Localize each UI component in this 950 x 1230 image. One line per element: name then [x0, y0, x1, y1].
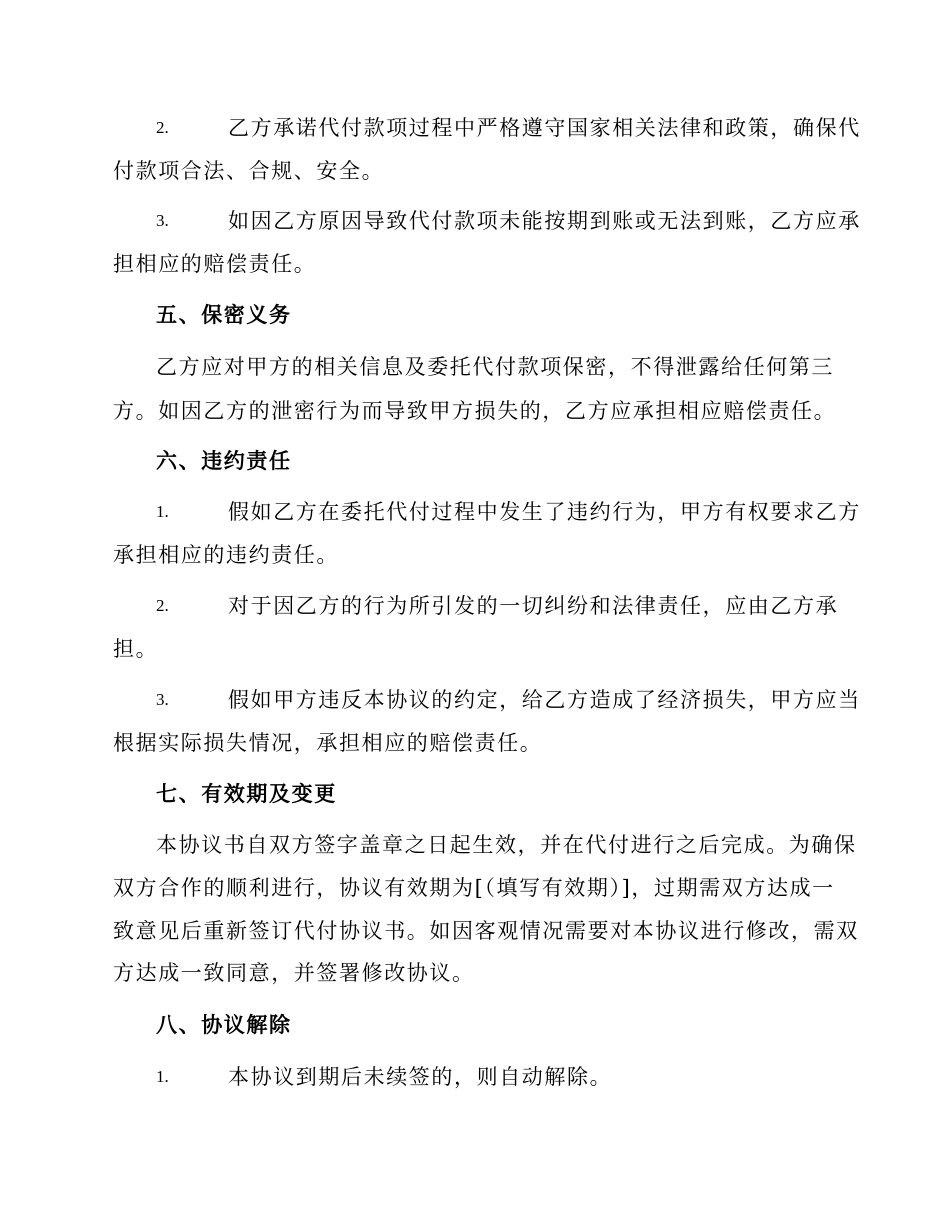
list-item-text: 乙方承诺代付款项过程中严格遵守国家相关法律和政策，确保代 [228, 116, 861, 140]
list-item-number: 1. [156, 1067, 169, 1086]
list-item-text: 本协议到期后未续签的，则自动解除。 [228, 1065, 613, 1089]
paragraph-line: 致意见后重新签订代付协议书。如因客观情况需要对本协议进行修改，需双 [113, 919, 859, 943]
paragraph-line: 乙方应对甲方的相关信息及委托代付款项保密，不得泄露给任何第三 [156, 355, 834, 379]
list-item-text-continuation: 承担相应的违约责任。 [113, 543, 339, 567]
section-heading: 七、有效期及变更 [156, 781, 337, 806]
list-item-text-continuation: 根据实际损失情况，承担相应的赔偿责任。 [113, 731, 543, 755]
list-item-text: 假如甲方违反本协议的约定，给乙方造成了经济损失，甲方应当 [228, 688, 861, 712]
list-item-number: 2. [156, 596, 169, 615]
list-item-text-continuation: 付款项合法、合规、安全。 [113, 159, 385, 183]
list-item-number: 2. [156, 118, 169, 137]
section-heading: 八、协议解除 [156, 1012, 292, 1037]
paragraph-line: 本协议书自双方签字盖章之日起生效，并在代付进行之后完成。为确保 [156, 833, 857, 857]
paragraph-line: 双方合作的顺利进行，协议有效期为[（填写有效期）]，过期需双方达成一 [113, 876, 835, 900]
list-item-number: 3. [156, 690, 169, 709]
paragraph-line: 方。如因乙方的泄密行为而导致甲方损失的，乙方应承担相应赔偿责任。 [113, 399, 837, 423]
list-item-text-continuation: 担。 [113, 637, 159, 661]
list-item-text: 对于因乙方的行为所引发的一切纠纷和法律责任，应由乙方承 [228, 594, 839, 618]
list-item-number: 1. [156, 502, 169, 521]
list-item-text: 如因乙方原因导致代付款项未能按期到账或无法到账，乙方应承 [228, 209, 861, 233]
list-item-number: 3. [156, 211, 169, 230]
list-item-text-continuation: 担相应的赔偿责任。 [113, 252, 317, 276]
section-heading: 六、违约责任 [156, 448, 292, 473]
list-item-text: 假如乙方在委托代付过程中发生了违约行为，甲方有权要求乙方 [228, 500, 861, 524]
paragraph-line: 方达成一致同意，并签署修改协议。 [113, 961, 475, 985]
section-heading: 五、保密义务 [156, 302, 292, 327]
